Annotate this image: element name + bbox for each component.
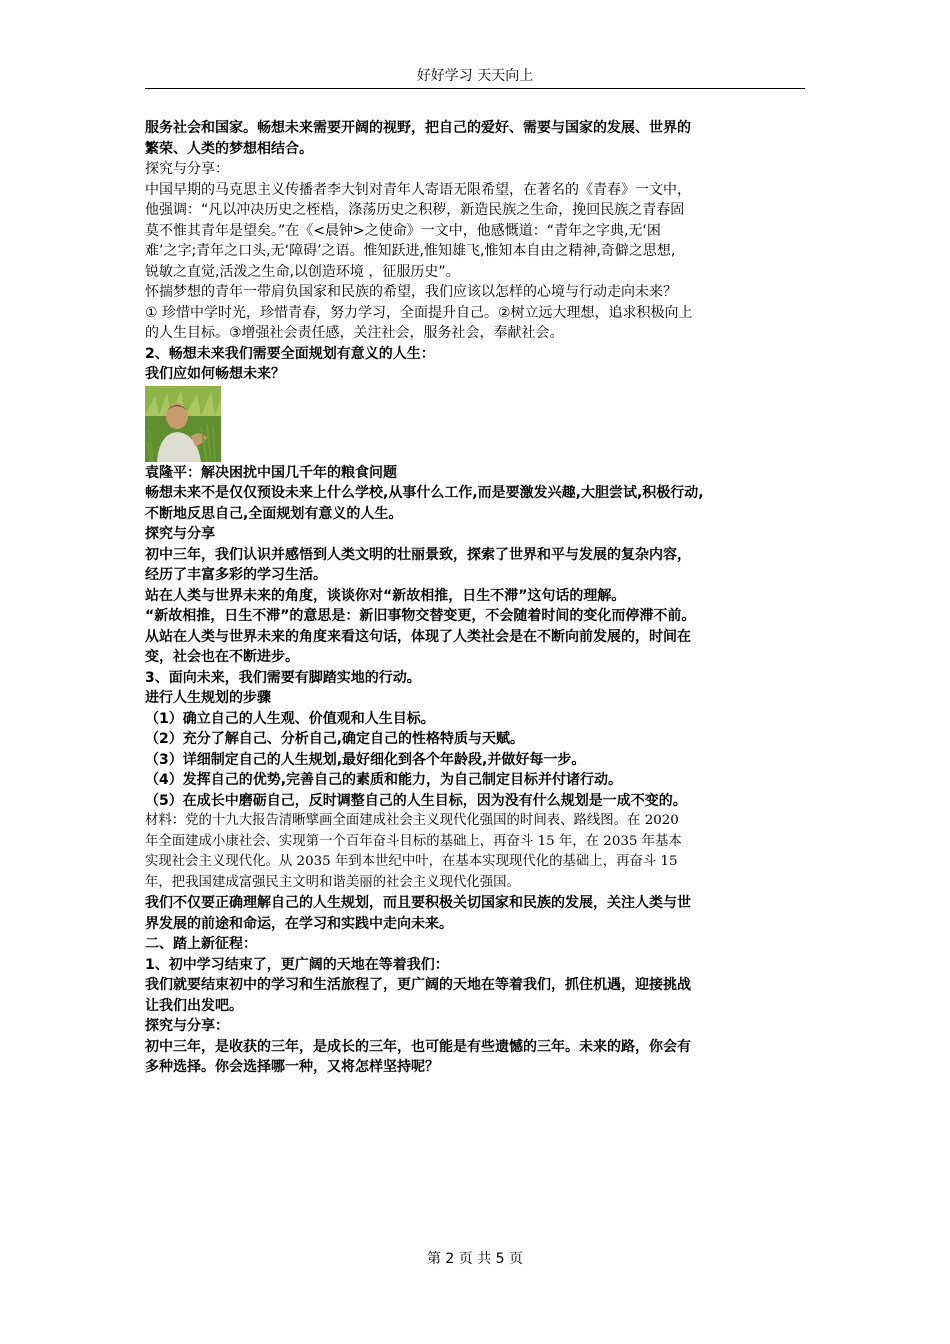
page-header: 好好学习 天天向上	[416, 68, 534, 84]
text-line: 我们就要结束初中的学习和生活旅程了，更广阔的天地在等着我们，抓住机遇，迎接挑战	[145, 977, 691, 993]
text-line: 进行人生规划的步骤	[145, 690, 271, 706]
photo-caption: 袁隆平：解决困扰中国几千年的粮食问题	[145, 464, 397, 481]
text-block-main	[145, 483, 805, 1078]
text-line: 我们应如何畅想未来？	[145, 366, 285, 382]
text-line: 年，把我国建成富强民主文明和谐美丽的社会主义现代化强国。	[145, 874, 520, 890]
text-line: 服务社会和国家。畅想未来需要开阔的视野，把自己的爱好、需要与国家的发展、世界的	[145, 120, 691, 136]
text-line: 难’之字;青年之口头,无‘障碍’之语。惟知跃进,惟知雄飞,惟知本自由之精神,奇僻之思想,	[145, 243, 676, 259]
text-line: ① 珍惜中学时光，珍惜青春，努力学习，全面提升自己。②树立远大理想，追求积极向上	[145, 304, 693, 321]
text-line: 变，社会也在不断进步。	[145, 649, 299, 665]
text-line: 莫不惟其青年是望矣。”在《<晨钟>之使命》一文中，他感慨道：“青年之字典,无‘困	[145, 222, 661, 239]
text-line: 探究与分享：	[145, 1018, 229, 1034]
page-footer: 第 2 页 共 5 页	[426, 1251, 524, 1267]
text-line: 初中三年，是收获的三年，是成长的三年，也可能是有些遗憾的三年。未来的路，你会有	[145, 1038, 691, 1055]
text-line: 探究与分享	[145, 526, 215, 542]
document-body	[145, 118, 805, 1078]
text-line: 探究与分享：	[145, 161, 229, 177]
text-line: 我们不仅要正确理解自己的人生规划，而且要积极关切国家和民族的发展，关注人类与世	[145, 895, 691, 911]
text-line: 1、初中学习结束了，更广阔的天地在等着我们：	[145, 956, 449, 973]
text-line: 中国早期的马克思主义传播者李大钊对青年人寄语无限希望，在著名的《青春》一文中，	[145, 181, 691, 198]
text-line: 2、畅想未来我们需要全面规划有意义的人生：	[145, 345, 435, 362]
text-line: 让我们出发吧。	[145, 997, 243, 1014]
text-line: 繁荣、人类的梦想相结合。	[145, 140, 313, 157]
text-block-intro	[145, 118, 805, 385]
text-line: 多种选择。你会选择哪一种，又将怎样坚持呢？	[145, 1059, 439, 1075]
text-line: （4）发挥自己的优势,完善自己的素质和能力，为自己制定目标并付诸行动。	[145, 772, 623, 788]
text-line: 他强调：“凡以冲决历史之桎梏，涤荡历史之积秽，新造民族之生命，挽回民族之青春固	[145, 202, 685, 218]
text-line: （2）充分了解自己、分析自己,确定自己的性格特质与天赋。	[145, 731, 525, 747]
text-line: 二、踏上新征程：	[145, 936, 257, 952]
text-line: 不断地反思自己,全面规划有意义的人生。	[145, 505, 403, 522]
text-line: 经历了丰富多彩的学习生活。	[145, 567, 327, 583]
text-line: （1）确立自己的人生观、价值观和人生目标。	[145, 710, 435, 727]
text-line: 界发展的前途和命运，在学习和实践中走向未来。	[145, 915, 453, 932]
text-line: 初中三年，我们认识并感悟到人类文明的壮丽景致，探索了世界和平与发展的复杂内容，	[145, 546, 691, 563]
text-line: （5）在成长中磨砺自己，反时调整自己的人生目标，因为没有什么规划是一成不变的。	[145, 792, 687, 809]
text-line: 畅想未来不是仅仅预设未来上什么学校,从事什么工作,而是要激发兴趣,大胆尝试,积极行动,	[145, 485, 704, 501]
text-line: 从站在人类与世界未来的角度来看这句话，体现了人类社会是在不断向前发展的，时间在	[145, 628, 691, 645]
text-line: 锐敏之直觉,活泼之生命,以创造环境 ，征服历史”。	[145, 263, 460, 280]
header-rule	[145, 88, 805, 89]
text-line: 的人生目标。③增强社会责任感，关注社会，服务社会，奉献社会。	[145, 325, 564, 341]
text-line: 年全面建成小康社会、实现第一个百年奋斗目标的基础上，再奋斗 15 年，在 2035 年基本	[145, 833, 682, 849]
text-line: 3、面向未来，我们需要有脚踏实地的行动。	[145, 669, 421, 686]
text-line: 站在人类与世界未来的角度，谈谈你对“新故相推，日生不滞”这句话的理解。	[145, 587, 626, 604]
text-line: 怀揣梦想的青年一带肩负国家和民族的希望，我们应该以怎样的心境与行动走向未来？	[145, 284, 677, 300]
portrait-photo	[145, 386, 221, 462]
text-line: （3）详细制定自己的人生规划,最好细化到各个年龄段,并做好每一步。	[145, 751, 586, 768]
text-line: 实现社会主义现代化。从 2035 年到本世纪中叶，在基本实现现代化的基础上，再奋斗 15	[145, 854, 678, 869]
text-line: “新故相推，日生不滞”的意思是：新旧事物交替变更，不会随着时间的变化而停滞不前。	[145, 608, 696, 624]
text-line: 材料：党的十九大报告清晰擘画全面建成社会主义现代化强国的时间表、路线图。在 2020	[145, 813, 679, 828]
